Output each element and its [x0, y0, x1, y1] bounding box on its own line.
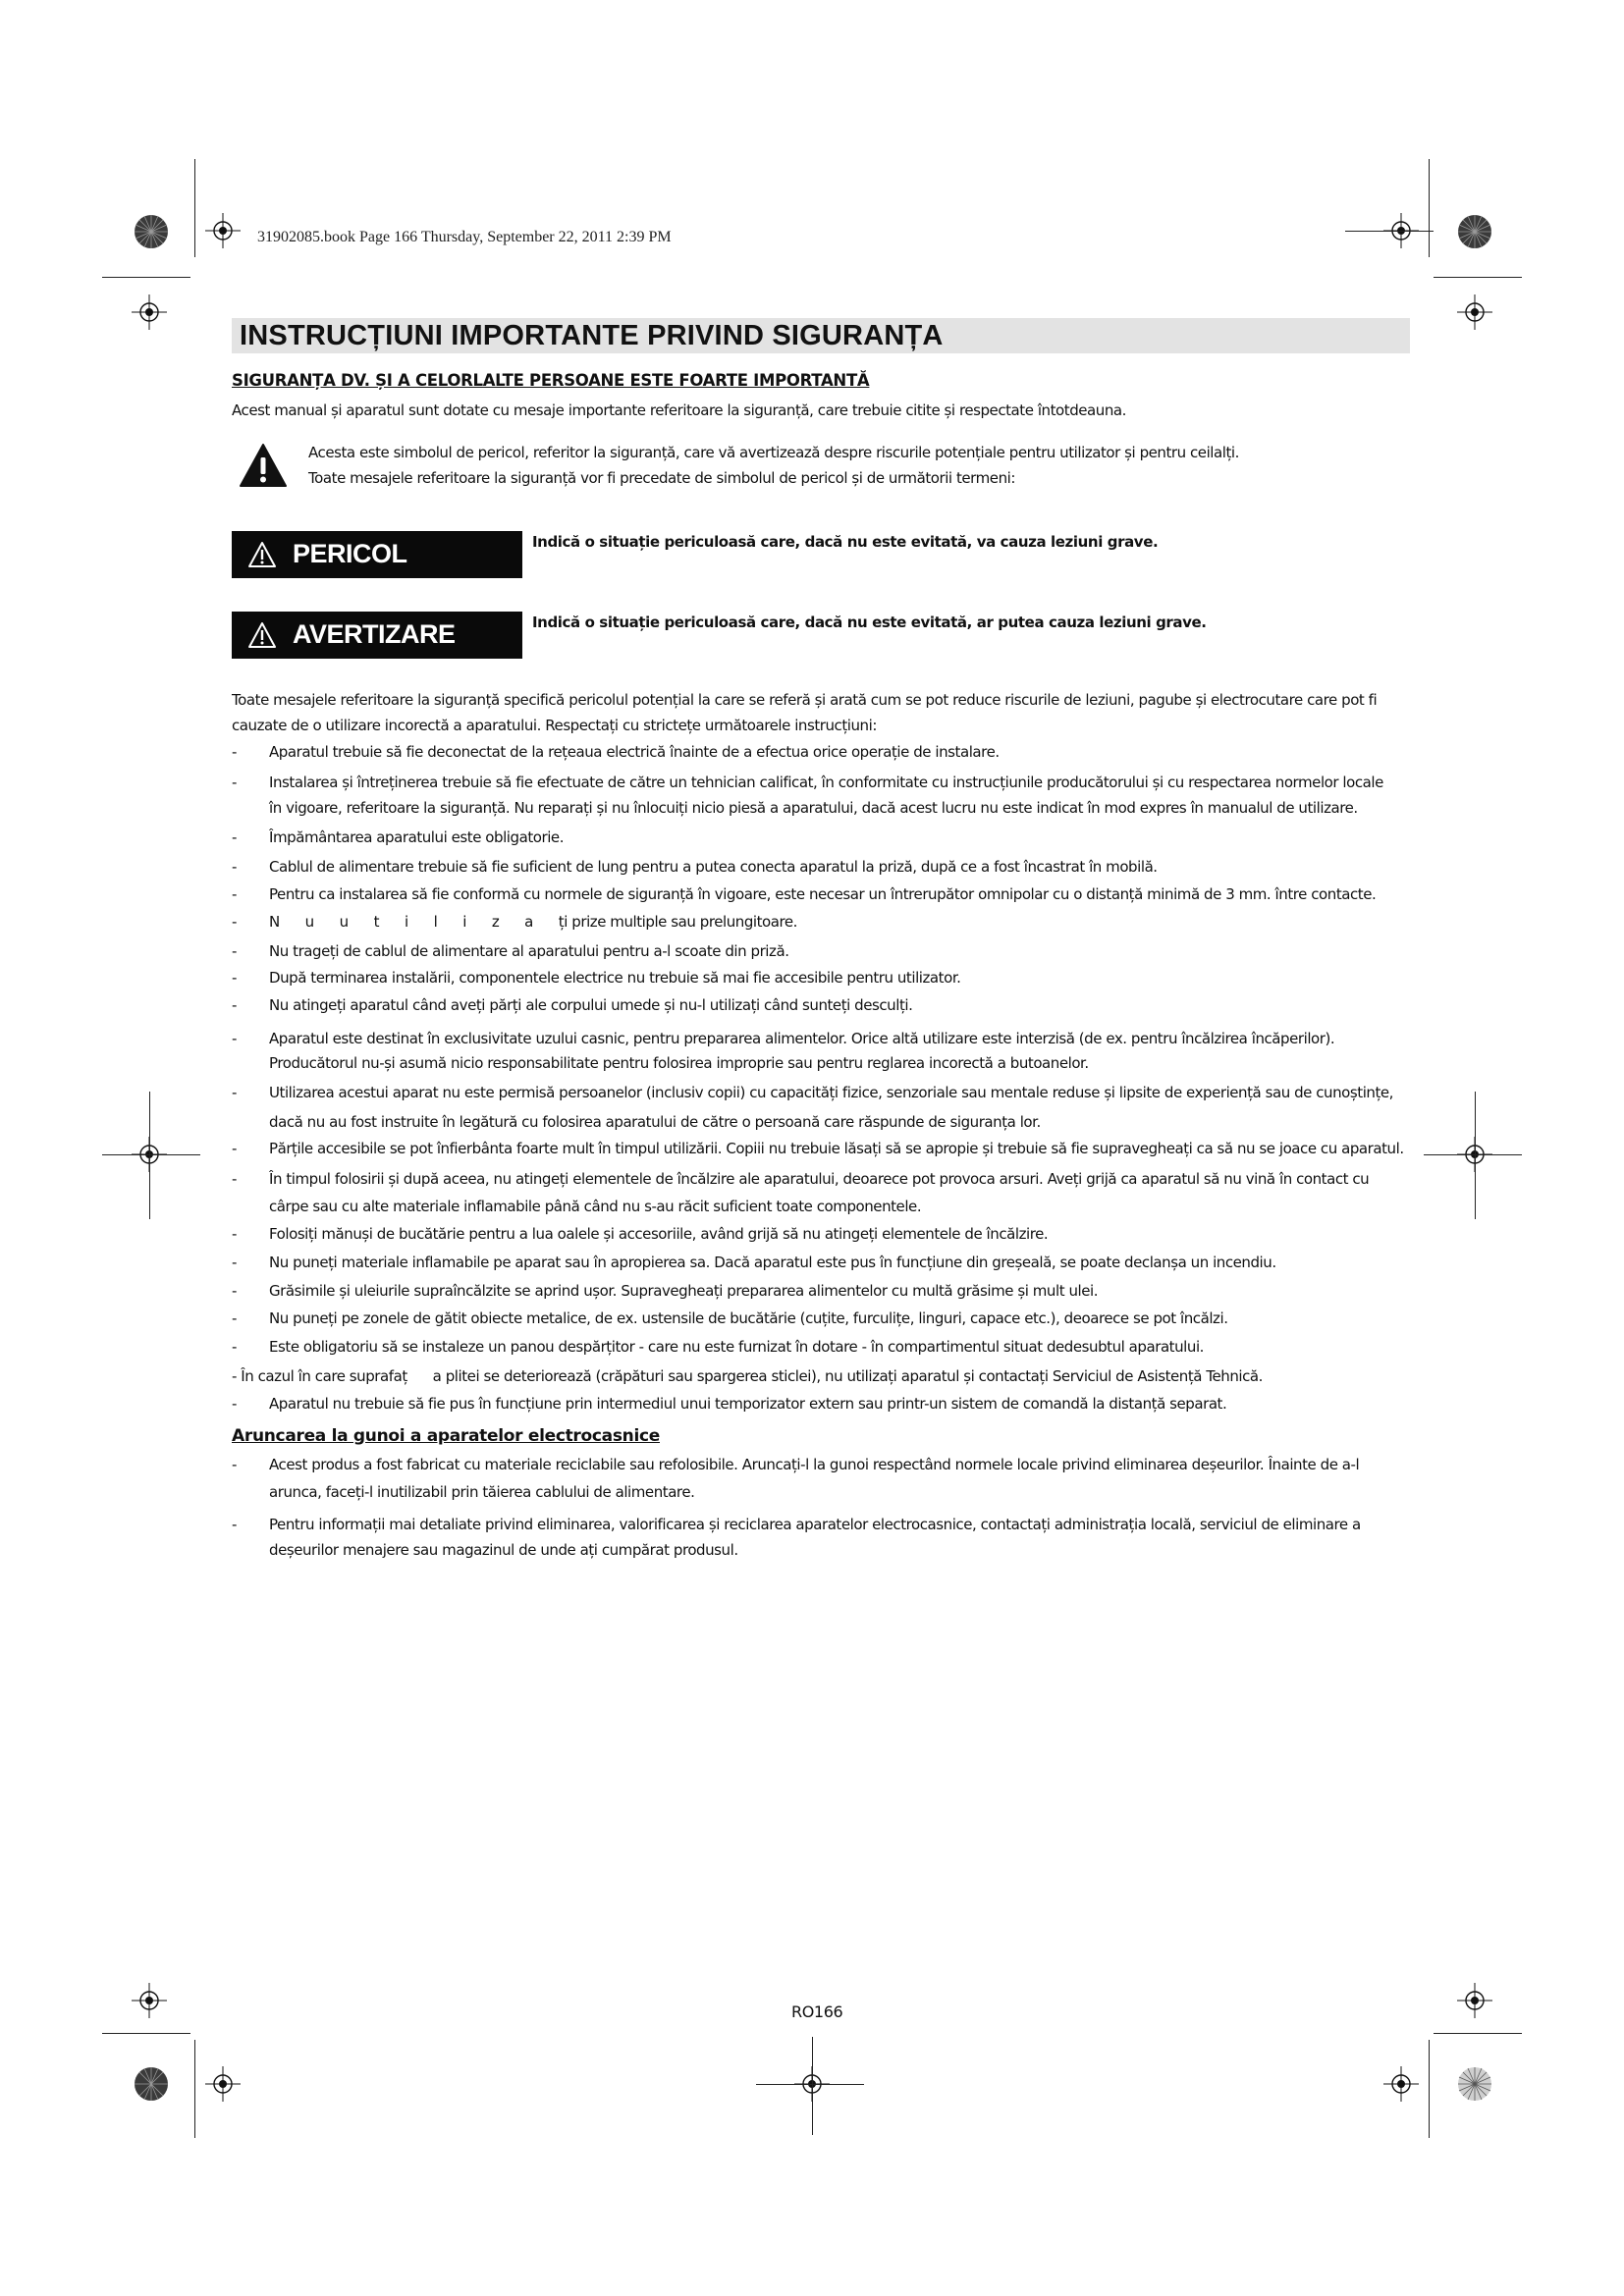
pericol-badge: [232, 531, 522, 578]
general-text-line: cauzate de o utilizare incorectă a aparatului. Respectați cu strictețe următoarele instrucțiuni:: [232, 717, 877, 734]
bullet-dash: -: [232, 1516, 237, 1533]
bullet-text: În timpul folosirii și după aceea, nu atingeți elementele de încălzire ale aparatului, deoarece pot provoca arsuri. Aveți grijă ca aparatul să nu vină în contact cu: [269, 1170, 1370, 1188]
badge-label: AVERTIZARE: [293, 619, 456, 649]
subtitle: SIGURANȚA DV. ȘI A CELORLALTE PERSOANE ESTE FOARTE IMPORTANTĂ: [232, 371, 870, 390]
badge-description: Indică o situație periculoasă care, dacă nu este evitată, va cauza leziuni grave.: [532, 533, 1159, 551]
registration-mark-icon: [205, 213, 241, 248]
bullet-text: Este obligatoriu să se instaleze un panou despărțitor - care nu este furnizat în dotare - în compartimentul situat dedesubtul aparatului.: [269, 1338, 1204, 1356]
title-bar: [232, 318, 1410, 353]
bullet-text: Instalarea și întreținerea trebuie să fie efectuate de către un tehnician calificat, în conformitate cu instrucțiunile producătorului și cu respectarea normelor locale: [269, 774, 1383, 791]
registration-mark-icon: [1457, 1983, 1492, 2018]
bullet-dash: -: [232, 942, 237, 960]
bullet-text: Folosiți mănuși de bucătărie pentru a lua oalele și accesoriile, având grijă să nu atingeți elementele de încălzire.: [269, 1225, 1049, 1243]
color-rosette-icon: [1457, 214, 1492, 249]
bullet-dash: -: [232, 1170, 237, 1188]
crop-line: [812, 2037, 813, 2135]
bullet-dash: -: [232, 1282, 237, 1300]
registration-mark-icon: [1383, 2066, 1419, 2102]
bullet-text: Cablul de alimentare trebuie să fie suficient de lung pentru a putea conecta aparatul la priză, după ce a fost încastrat în mobilă.: [269, 858, 1158, 876]
bullet-text: Nu puneți pe zonele de gătit obiecte metalice, de ex. ustensile de bucătărie (cuțite, furculițe, linguri, capace etc.), deoarece se pot încălzi.: [269, 1309, 1228, 1327]
general-text-line: Toate mesajele referitoare la siguranță specifică pericolul potențial la care se referă și arată cum se pot reduce riscurile de leziuni, pagube și electrocutare care pot fi: [232, 691, 1378, 709]
bullet-text: Pentru informații mai detaliate privind eliminarea, valorificarea și reciclarea aparatelor electrocasnice, contactați administrația locală, serviciul de eliminare a: [269, 1516, 1361, 1533]
bullet-text: Aparatul nu trebuie să fie pus în funcțiune prin intermediul unui temporizator extern sau printr-un sistem de comandă la distanță separat.: [269, 1395, 1227, 1413]
warning-triangle-icon: [247, 541, 277, 568]
bullet-text: Grăsimile și uleiurile supraîncălzite se aprind ușor. Supravegheați prepararea alimentelor cu multă grăsime și mult ulei.: [269, 1282, 1099, 1300]
bullet-dash: -: [232, 1456, 237, 1473]
warning-triangle-icon: [247, 621, 277, 649]
bullet-dash: -: [232, 1084, 237, 1101]
bullet-text: Aparatul este destinat în exclusivitate uzului casnic, pentru prepararea alimentelor. Orice altă utilizare este interzisă (de ex. pentru încălzirea încăperilor).: [269, 1030, 1335, 1047]
bullet-text: Împământarea aparatului este obligatorie.: [269, 828, 565, 846]
bullet-dash: -: [232, 1030, 237, 1047]
bullet-text: arunca, faceți-l inutilizabil prin tăierea cablului de alimentare.: [269, 1483, 695, 1501]
list-item: - În cazul în care suprafaț a plitei se deteriorează (crăpături sau spargerea sticlei), nu utilizați aparatul și contactați Serviciul de Asistență Tehnică.: [232, 1367, 1263, 1385]
book-header: 31902085.book Page 166 Thursday, September 22, 2011 2:39 PM: [257, 229, 672, 245]
registration-mark-icon: [132, 294, 167, 330]
bullet-dash: -: [232, 1225, 237, 1243]
bullet-text: Pentru ca instalarea să fie conformă cu normele de siguranță în vigoare, este necesar un întrerupător omnipolar cu o distanță minimă de 3 mm. între contacte.: [269, 885, 1377, 903]
bullet-dash: -: [232, 885, 237, 903]
bullet-dash: -: [232, 913, 237, 931]
bullet-dash: -: [232, 969, 237, 987]
warning-triangle-icon: [239, 443, 288, 488]
bullet-text: Acest produs a fost fabricat cu materiale reciclabile sau refolosibile. Aruncați-l la gunoi respectând normele locale privind eliminarea deșeurilor. Înainte de a-l: [269, 1456, 1360, 1473]
color-rosette-icon: [1457, 2066, 1492, 2102]
page-number: RO166: [791, 2002, 843, 2021]
bullet-text: După terminarea instalării, componentele electrice nu trebuie să mai fie accesibile pentru utilizator.: [269, 969, 961, 987]
bullet-text: Nu trageți de cablul de alimentare al aparatului pentru a-l scoate din priză.: [269, 942, 789, 960]
bullet-dash: -: [232, 1254, 237, 1271]
crop-line: [1434, 2033, 1522, 2034]
page-title: INSTRUCȚIUNI IMPORTANTE PRIVIND SIGURANȚA: [240, 320, 944, 351]
crop-line: [149, 1092, 150, 1219]
bullet-text: cârpe sau cu alte materiale inflamabile până când nu s-au răcit suficient toate componentele.: [269, 1198, 922, 1215]
crop-line: [102, 2033, 190, 2034]
symbol-text-line: Acesta este simbolul de pericol, referitor la siguranță, care vă avertizează despre riscurile potențiale pentru utilizator și pentru ceilalți.: [308, 444, 1239, 461]
bullet-dash: -: [232, 774, 237, 791]
bullet-dash: -: [232, 1338, 237, 1356]
crop-line: [1475, 1092, 1476, 1219]
bullet-dash: -: [232, 858, 237, 876]
registration-mark-icon: [132, 1983, 167, 2018]
intro-text: Acest manual și aparatul sunt dotate cu mesaje importante referitoare la siguranță, care trebuie citite și respectate întotdeauna.: [232, 401, 1126, 419]
bullet-dash: -: [232, 743, 237, 761]
bullet-dash: -: [232, 1309, 237, 1327]
disposal-title: Aruncarea la gunoi a aparatelor electrocasnice: [232, 1426, 660, 1446]
bullet-text: Aparatul trebuie să fie deconectat de la rețeaua electrică înainte de a efectua orice operație de instalare.: [269, 743, 1000, 761]
registration-mark-icon: [205, 2066, 241, 2102]
bullet-text: Utilizarea acestui aparat nu este permisă persoanelor (inclusiv copii) cu capacități fizice, senzoriale sau mentale reduse și lipsite de experiență sau de cunoștințe,: [269, 1084, 1393, 1101]
bullet-text: Producătorul nu-și asumă nicio responsabilitate pentru folosirea improprie sau pentru reglarea incorectă a butoanelor.: [269, 1054, 1089, 1072]
bullet-dash: -: [232, 828, 237, 846]
bullet-dash: -: [232, 1140, 237, 1157]
crop-line: [194, 159, 195, 257]
color-rosette-icon: [134, 2066, 169, 2102]
crop-line: [1429, 2040, 1430, 2138]
bullet-text: în vigoare, referitoare la siguranță. Nu reparați și nu înlocuiți nicio piesă a aparatului, dacă acest lucru nu este indicat în mod expres în manualul de utilizare.: [269, 799, 1358, 817]
bullet-dash: -: [232, 996, 237, 1014]
crop-line: [1429, 159, 1430, 257]
bullet-dash: -: [232, 1395, 237, 1413]
badge-description: Indică o situație periculoasă care, dacă nu este evitată, ar putea cauza leziuni grave.: [532, 614, 1207, 631]
avertizare-badge: [232, 612, 522, 659]
crop-line: [756, 2084, 864, 2085]
bullet-text: Nu atingeți aparatul când aveți părți ale corpului umede și nu-l utilizați când sunteți desculți.: [269, 996, 913, 1014]
crop-line: [194, 2040, 195, 2138]
crop-line: [102, 277, 190, 278]
bullet-text: N u u t i l i z a ți prize multiple sau prelungitoare.: [269, 913, 797, 931]
bullet-text: dacă nu au fost instruite în legătură cu folosirea aparatului de către o persoană care răspunde de siguranța lor.: [269, 1113, 1041, 1131]
crop-line: [102, 1154, 200, 1155]
bullet-text: Nu puneți materiale inflamabile pe aparat sau în apropierea sa. Dacă aparatul este pus în funcțiune din greșeală, se poate declanșa un incendiu.: [269, 1254, 1276, 1271]
color-rosette-icon: [134, 214, 169, 249]
registration-mark-icon: [1457, 294, 1492, 330]
crop-line: [1434, 277, 1522, 278]
crop-line: [1345, 231, 1434, 232]
badge-label: PERICOL: [293, 539, 407, 568]
crop-line: [1424, 1154, 1522, 1155]
symbol-text-line: Toate mesajele referitoare la siguranță vor fi precedate de simbolul de pericol și de următorii termeni:: [308, 469, 1015, 487]
bullet-text: deșeurilor menajere sau magazinul de unde ați cumpărat produsul.: [269, 1541, 738, 1559]
bullet-text: Părțile accesibile se pot înfierbânta foarte mult în timpul utilizării. Copiii nu trebuie lăsați să se apropie și trebuie să fie supravegheați ca să nu se joace cu aparatul.: [269, 1140, 1404, 1157]
